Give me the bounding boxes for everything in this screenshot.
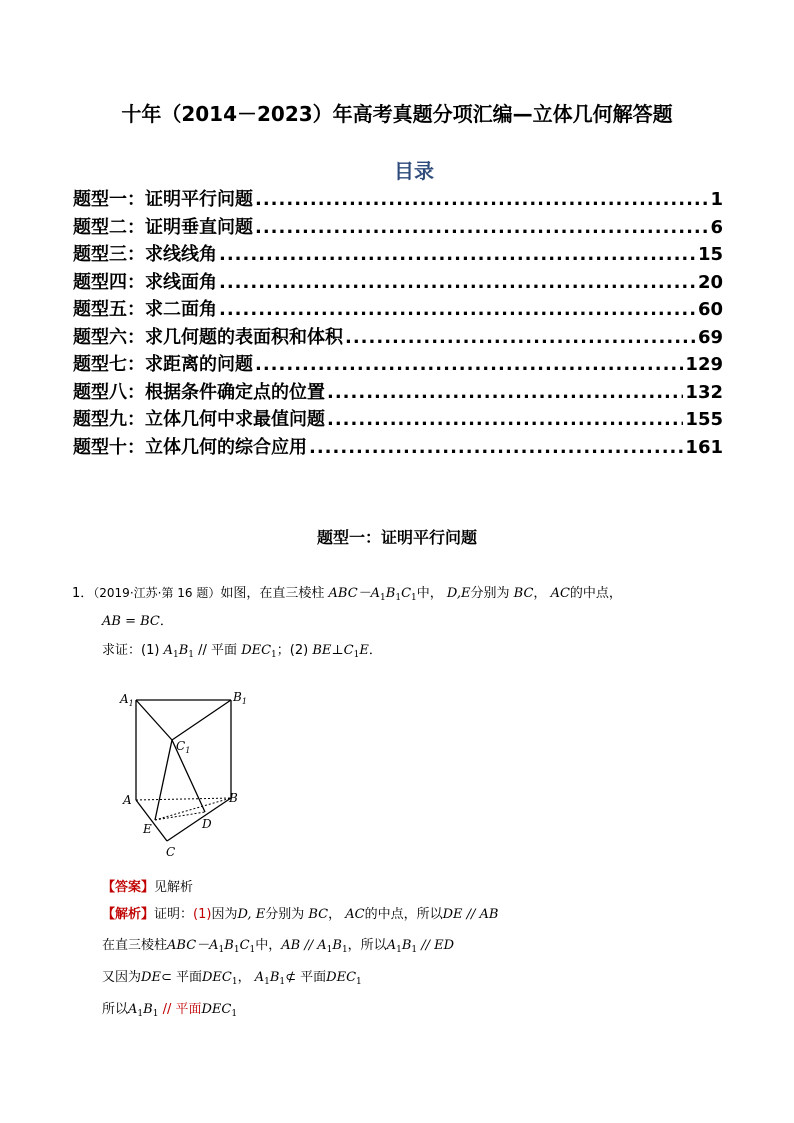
question-text: ； bbox=[276, 643, 290, 658]
toc-item-label: 题型六：求几何题的表面积和体积 bbox=[73, 326, 343, 348]
analysis-text: 中， bbox=[255, 938, 282, 953]
math-a1b1: $A_1B_1$ bbox=[163, 643, 194, 660]
table-of-contents bbox=[73, 185, 723, 460]
section-heading: 题型一：证明平行问题 bbox=[316, 528, 477, 547]
question-text: 的中点， bbox=[569, 586, 622, 601]
toc-leader-dots bbox=[219, 244, 696, 265]
question-line-2 bbox=[102, 613, 173, 631]
analysis-text: 证明： bbox=[154, 907, 194, 922]
analysis-text: 因为 bbox=[211, 907, 238, 922]
toc-item-label: 题型二：证明垂直问题 bbox=[73, 216, 253, 238]
toc-item[interactable] bbox=[73, 268, 723, 296]
toc-item[interactable] bbox=[73, 433, 723, 461]
math-plane-dec1: $DEC_1$ bbox=[201, 970, 238, 987]
toc-item-label: 题型九：立体几何中求最值问题 bbox=[73, 409, 325, 430]
toc-item-page: 1 bbox=[710, 189, 723, 210]
math-plane-dec1: $DEC_1$ bbox=[201, 1002, 238, 1019]
toc-leader-dots bbox=[219, 272, 696, 293]
hidden-edge-be bbox=[155, 798, 231, 820]
label-c1: $C_1$ bbox=[176, 739, 191, 755]
toc-item-label: 题型一：证明平行问题 bbox=[73, 189, 253, 210]
analysis-text: 又因为 bbox=[102, 970, 142, 985]
answer-tag: 【答案】 bbox=[102, 880, 155, 895]
analysis-text: 所以 bbox=[102, 1002, 129, 1017]
toc-item-page: 60 bbox=[697, 299, 723, 320]
toc-leader-dots bbox=[255, 189, 708, 210]
toc-item-label: 题型十：立体几何的综合应用 bbox=[73, 436, 307, 458]
question-text: ， bbox=[533, 586, 547, 601]
math-be-perp-c1e: $BE\perp C_1E$ bbox=[312, 643, 369, 660]
toc-leader-dots bbox=[309, 437, 683, 458]
toc-item-page: 20 bbox=[697, 271, 723, 293]
analysis-text: // 平面 bbox=[162, 1002, 202, 1017]
part-number: (1) bbox=[193, 907, 212, 922]
toc-item-label: 题型三：求线线角 bbox=[73, 244, 217, 265]
toc-item-page: 132 bbox=[685, 381, 723, 403]
answer-text: 见解析 bbox=[154, 880, 194, 895]
analysis-text: ， bbox=[328, 907, 342, 922]
math-a1b1-parallel-ed: $A_1B_1$ // ED bbox=[386, 938, 455, 955]
toc-leader-dots bbox=[345, 327, 696, 348]
question-number: 1． bbox=[72, 586, 94, 601]
math-ab-eq-bc: AB = BC bbox=[102, 614, 160, 629]
prism-figure bbox=[110, 680, 260, 865]
toc-item[interactable] bbox=[73, 323, 723, 351]
edge-a1c1 bbox=[136, 700, 172, 740]
toc-leader-dots bbox=[327, 382, 683, 403]
label-d: D bbox=[202, 817, 212, 831]
analysis-text: ⊄ 平面 bbox=[285, 970, 327, 985]
math-bc: BC bbox=[513, 586, 534, 601]
question-text: 中， bbox=[416, 586, 443, 601]
math-de-parallel-ab: DE // AB bbox=[442, 907, 499, 922]
toc-leader-dots bbox=[327, 409, 683, 430]
math-a1b1: $A_1B_1$ bbox=[128, 1002, 159, 1019]
label-b: B bbox=[229, 791, 238, 805]
analysis-tag: 【解析】 bbox=[102, 907, 155, 922]
question-text: ． bbox=[368, 643, 382, 658]
document-title: 十年（2014－2023）年高考真题分项汇编—立体几何解答题 bbox=[121, 102, 673, 126]
toc-item[interactable] bbox=[73, 240, 723, 268]
toc-item[interactable] bbox=[73, 295, 723, 323]
toc-item-label: 题型四：求线面角 bbox=[73, 271, 217, 293]
question-line-1 bbox=[72, 584, 622, 607]
label-a: A bbox=[123, 793, 132, 807]
answer-line bbox=[102, 879, 193, 897]
analysis-text: 的中点，所以 bbox=[364, 907, 443, 922]
analysis-line-1 bbox=[102, 906, 499, 924]
analysis-text: 在直三棱柱 bbox=[102, 938, 168, 953]
part-number: (1) bbox=[141, 643, 160, 658]
toc-leader-dots bbox=[219, 299, 696, 320]
toc-item[interactable] bbox=[73, 405, 723, 433]
label-c: C bbox=[166, 845, 176, 859]
prove-line bbox=[102, 642, 382, 664]
question-text: ． bbox=[159, 614, 173, 629]
analysis-line-2 bbox=[102, 937, 454, 959]
analysis-text: 分别为 bbox=[265, 907, 305, 922]
toc-item-page: 69 bbox=[697, 326, 723, 348]
toc-leader-dots bbox=[255, 217, 708, 238]
edge-c1e bbox=[155, 740, 172, 820]
toc-item-page: 6 bbox=[710, 216, 723, 238]
math-ac: AC bbox=[345, 907, 365, 922]
hidden-edge-ab bbox=[136, 798, 231, 800]
analysis-text: ，所以 bbox=[347, 938, 387, 953]
analysis-text: ， bbox=[237, 970, 251, 985]
math-a1b1: $A_1B_1$ bbox=[254, 970, 286, 987]
question-text: // 平面 bbox=[198, 643, 238, 658]
question-source: （2019·江苏·第 16 题） bbox=[93, 586, 221, 600]
math-de: D, E bbox=[237, 907, 266, 922]
analysis-text: ⊂ 平面 bbox=[160, 970, 202, 985]
part-number: (2) bbox=[289, 643, 309, 658]
toc-item-page: 15 bbox=[697, 244, 723, 265]
toc-heading: 目录 bbox=[394, 159, 434, 183]
math-plane-dec1: $DEC_1$ bbox=[326, 970, 362, 987]
math-de: DE bbox=[141, 970, 161, 985]
edge-bc bbox=[167, 798, 231, 841]
label-e: E bbox=[143, 822, 152, 836]
analysis-line-3 bbox=[102, 969, 362, 991]
toc-item-label: 题型八：根据条件确定点的位置 bbox=[73, 381, 325, 403]
question-text: 分别为 bbox=[470, 586, 510, 601]
math-de: D,E bbox=[446, 586, 471, 601]
toc-item-page: 129 bbox=[685, 354, 723, 375]
math-plane-dec1: $DEC_1$ bbox=[241, 643, 277, 660]
prove-label: 求证： bbox=[102, 643, 142, 658]
toc-leader-dots bbox=[255, 354, 683, 375]
toc-item-page: 155 bbox=[685, 409, 723, 430]
math-ab-parallel-a1b1: AB // $A_1B_1$ bbox=[281, 938, 348, 955]
prism-expression: $ABC-A_1B_1C_1$ bbox=[328, 586, 417, 603]
math-bc: BC bbox=[308, 907, 329, 922]
edge-b1c1 bbox=[172, 700, 231, 740]
toc-item[interactable] bbox=[73, 185, 723, 213]
prism-expression: $ABC-A_1B_1C_1$ bbox=[167, 938, 256, 955]
label-a1: $A_1$ bbox=[120, 692, 134, 708]
toc-item-page: 161 bbox=[685, 436, 723, 458]
toc-item[interactable] bbox=[73, 378, 723, 406]
toc-item[interactable] bbox=[73, 213, 723, 241]
analysis-line-4 bbox=[102, 1001, 237, 1023]
toc-item[interactable] bbox=[73, 350, 723, 378]
label-b1: $B_1$ bbox=[233, 690, 247, 706]
toc-item-label: 题型五：求二面角 bbox=[73, 299, 217, 320]
math-ac: AC bbox=[550, 586, 570, 601]
question-text: 如图，在直三棱柱 bbox=[220, 586, 325, 601]
toc-item-label: 题型七：求距离的问题 bbox=[73, 354, 253, 375]
